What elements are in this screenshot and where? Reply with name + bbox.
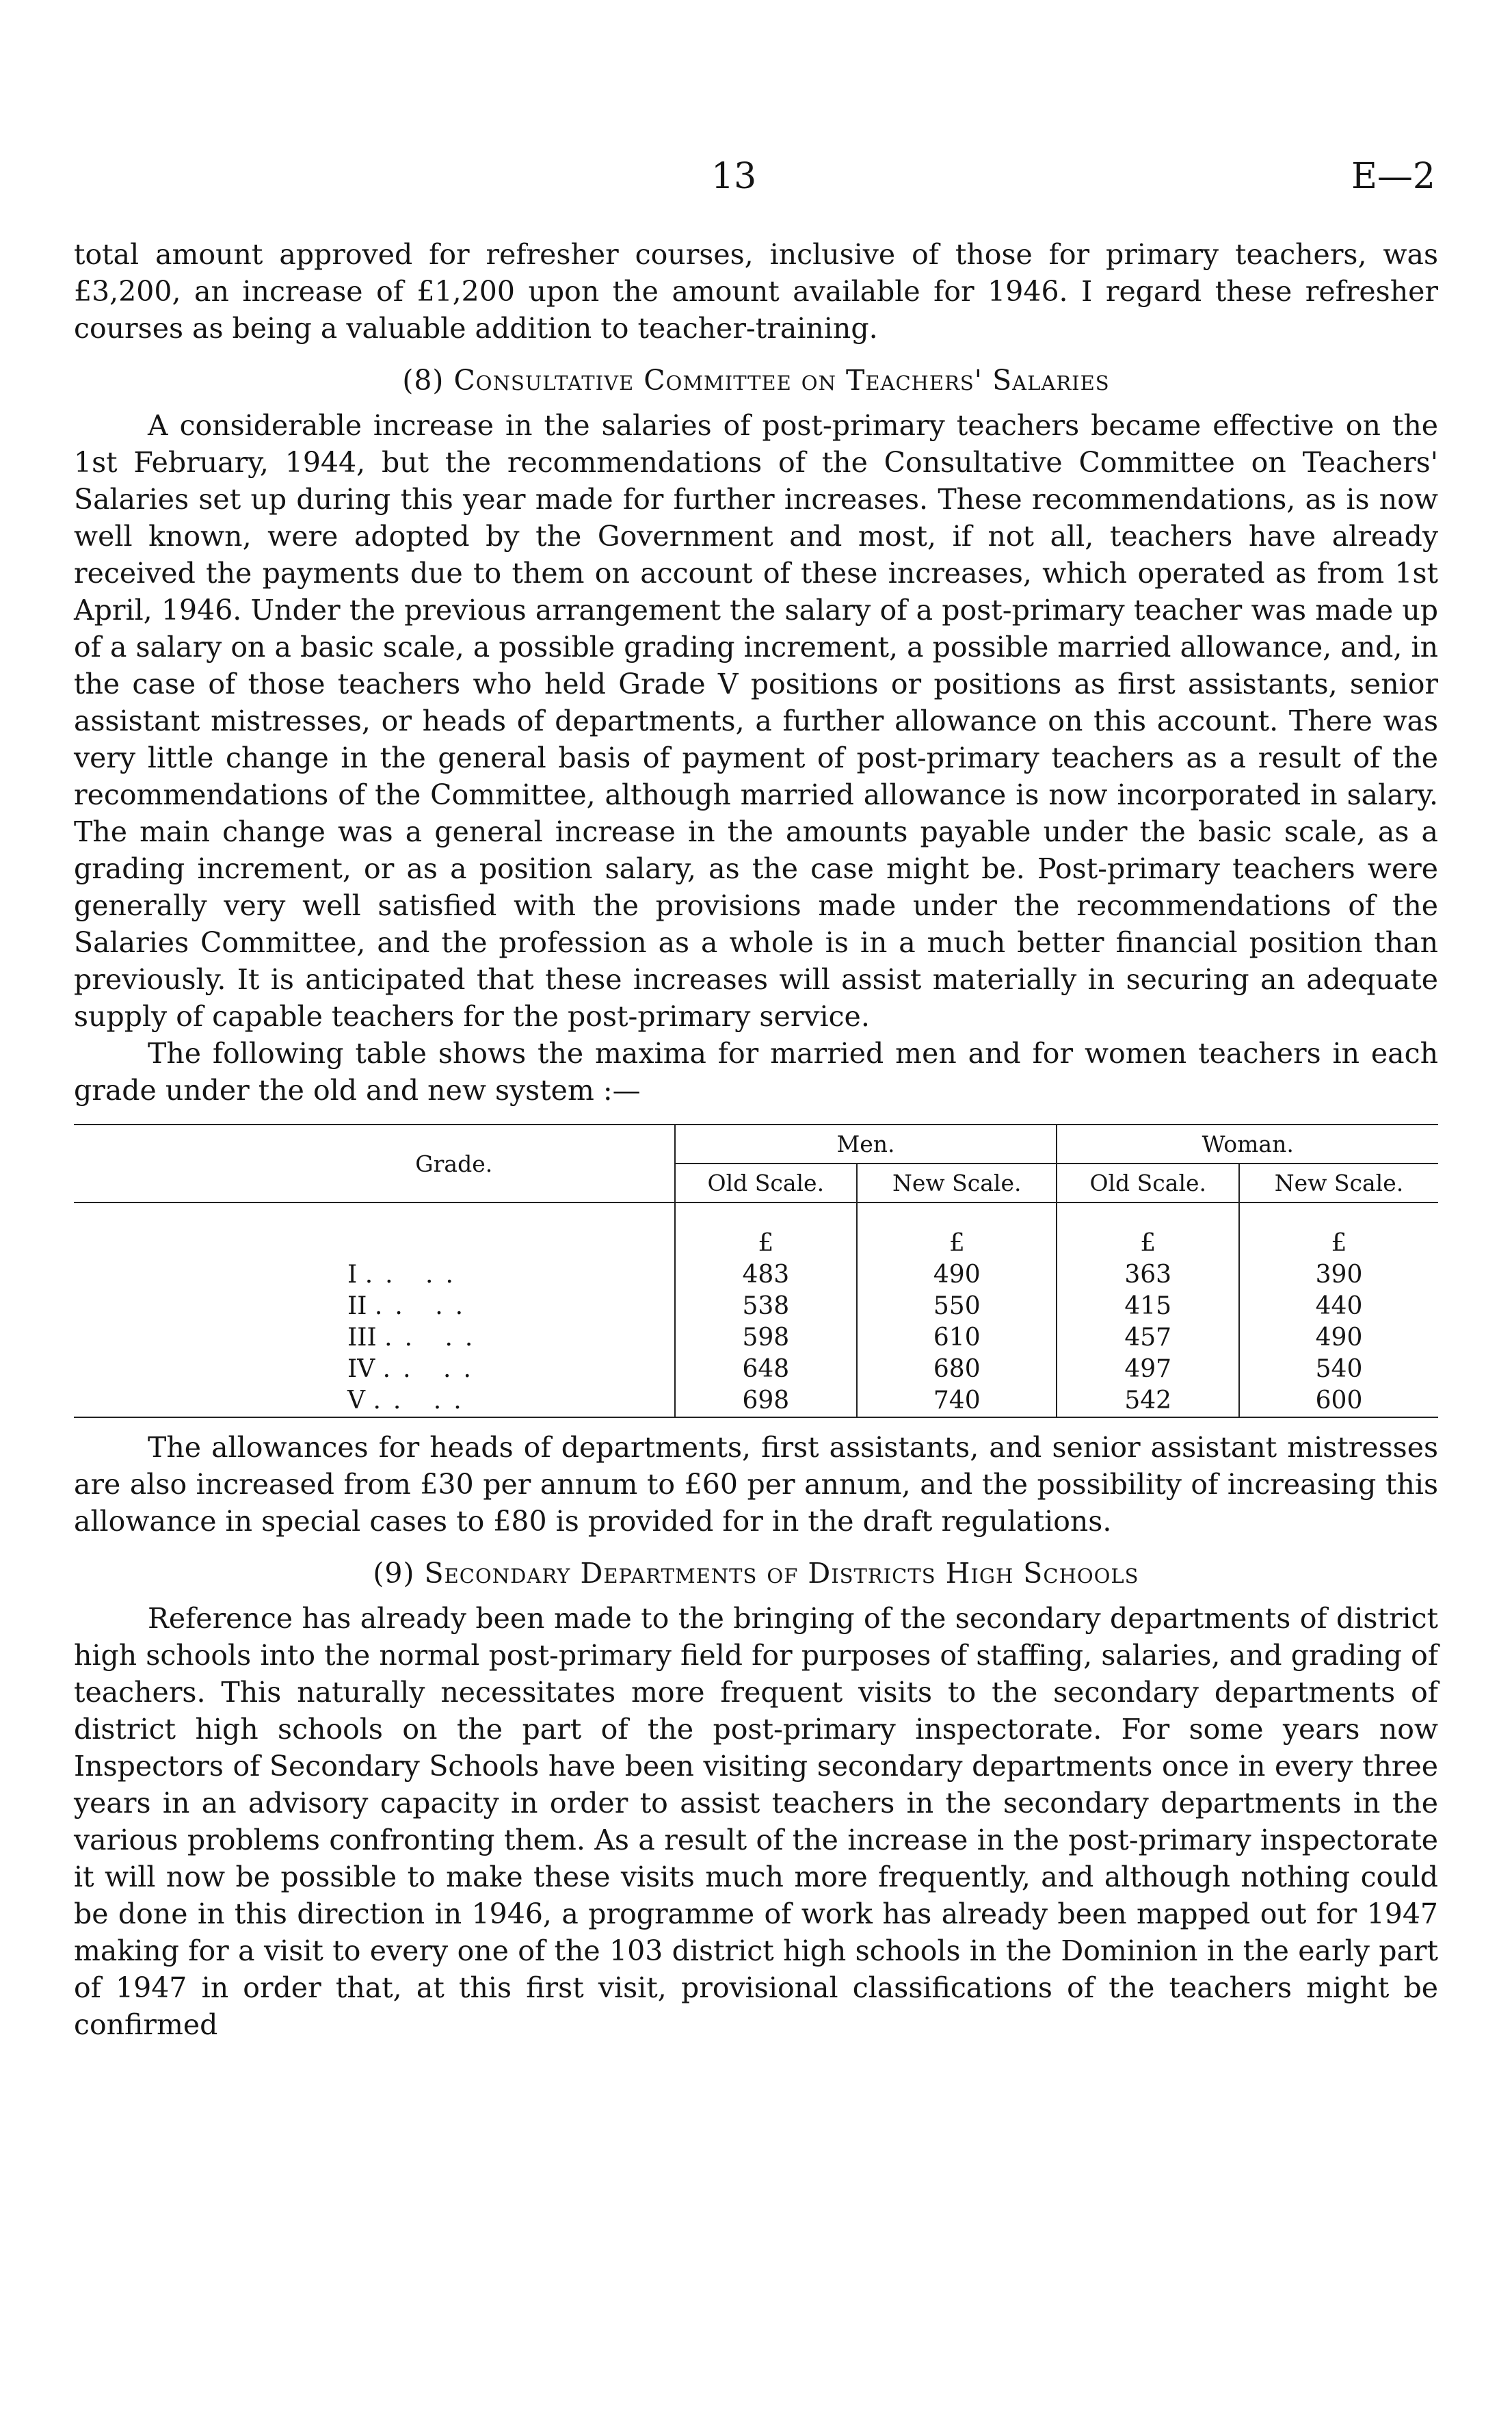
leader-dots: .. .. — [384, 1324, 486, 1352]
document-reference: E—2 — [1351, 156, 1435, 197]
women-old-cell: 415 — [1057, 1291, 1239, 1322]
section-8-heading: (8) Consultative Committee on Teachers' Salaries — [402, 364, 1110, 397]
men-new-cell: 680 — [857, 1354, 1057, 1385]
leader-dots: .. .. — [364, 1261, 466, 1289]
women-old-cell: 457 — [1057, 1322, 1239, 1354]
women-old-cell: 497 — [1057, 1354, 1239, 1385]
women-old-cell: 363 — [1057, 1259, 1239, 1291]
table-row — [74, 1291, 1438, 1322]
leader-dots: .. .. — [374, 1292, 476, 1320]
grade-cell: I — [347, 1261, 358, 1289]
men-new-cell: 610 — [857, 1322, 1057, 1354]
table-row — [74, 1354, 1438, 1385]
men-new-cell: 740 — [857, 1385, 1057, 1417]
men-column-header: Men. — [675, 1125, 1057, 1164]
men-new-cell: 550 — [857, 1291, 1057, 1322]
grade-cell: V — [347, 1387, 365, 1415]
leader-dots: .. .. — [373, 1387, 474, 1415]
unit-cell: £ — [857, 1203, 1057, 1259]
men-new-scale-header: New Scale. — [857, 1164, 1057, 1203]
leader-dots: .. .. — [382, 1355, 483, 1383]
men-old-scale-header: Old Scale. — [675, 1164, 858, 1203]
men-old-cell: 483 — [675, 1259, 858, 1291]
women-new-cell: 490 — [1239, 1322, 1438, 1354]
women-new-cell: 600 — [1239, 1385, 1438, 1417]
women-old-scale-header: Old Scale. — [1057, 1164, 1239, 1203]
unit-cell: £ — [675, 1203, 858, 1259]
men-old-cell: 538 — [675, 1291, 858, 1322]
table-row — [74, 1385, 1438, 1417]
unit-cell: £ — [1057, 1203, 1239, 1259]
page-body — [74, 236, 1438, 2043]
paragraph-refresher-courses: total amount approved for refresher courses, inclusive of those for primary teachers, was £3,200, an increase of £1,200 upon the amount available for 1946. I regard these refresher courses as being a valuable addition to teacher-training. — [74, 238, 1438, 345]
page-number: 13 — [711, 156, 757, 197]
unit-row — [74, 1203, 1438, 1259]
women-column-header: Woman. — [1057, 1125, 1438, 1164]
men-old-cell: 598 — [675, 1322, 858, 1354]
grade-column-header: Grade. — [415, 1150, 493, 1177]
grade-cell: III — [347, 1324, 377, 1352]
section-8-paragraph-2: The following table shows the maxima for married men and for women teachers in each grade under the old and new system :— — [74, 1037, 1438, 1107]
women-new-cell: 390 — [1239, 1259, 1438, 1291]
salary-table-wrapper — [74, 1124, 1438, 1418]
section-9-heading: (9) Secondary Departments of Districts High Schools — [373, 1557, 1139, 1590]
page-header — [0, 156, 1512, 197]
table-row — [74, 1259, 1438, 1291]
section-9-paragraph-1: Reference has already been made to the bringing of the secondary departments of district high schools into the normal post-primary field for purposes of staffing, salaries, and grading of teachers. This naturally necessitates more frequent visits to the secondary departments of district high schools on the part of the post-primary inspectorate. For some years now Inspectors of Secondary Schools have been visiting secondary departments once in every three years in an advisory capacity in order to assist teachers in the secondary departments in the various problems confronting them. As a result of the increase in the post-primary inspectorate it will now be possible to make these visits much more frequently, and although nothing could be done in this direction in 1946, a programme of work has already been mapped out for 1947 making for a visit to every one of the 103 district high schools in the Dominion in the early part of 1947 in order that, at this first visit, provisional classifications of the teachers might be confirmed — [74, 1602, 1438, 2041]
grade-cell: II — [347, 1292, 367, 1320]
table-row — [74, 1322, 1438, 1354]
women-old-cell: 542 — [1057, 1385, 1239, 1417]
grade-cell: IV — [347, 1355, 375, 1383]
women-new-cell: 540 — [1239, 1354, 1438, 1385]
men-new-cell: 490 — [857, 1259, 1057, 1291]
section-8-paragraph-3: The allowances for heads of departments, first assistants, and senior assistant mistresses are also increased from £30 per annum to £60 per annum, and the possibility of increasing this allowance in special cases to £80 is provided for in the draft regulations. — [74, 1431, 1438, 1538]
men-old-cell: 698 — [675, 1385, 858, 1417]
women-new-cell: 440 — [1239, 1291, 1438, 1322]
section-8-paragraph-1: A considerable increase in the salaries of post-primary teachers became effective on the 1st February, 1944, but the recommendations of the Consultative Committee on Teachers' Salaries set up during this year made for further increases. These recommendations, as is now well known, were adopted by the Government and most, if not all, teachers have already received the payments due to them on account of these increases, which operated as from 1st April, 1946. Under the previous arrangement the salary of a post-primary teacher was made up of a salary on a basic scale, a possible grading increment, a possible married allowance, and, in the case of those teachers who held Grade V positions or positions as first assistants, senior assistant mistresses, or heads of departments, a further allowance on this account. There was very little change in the general basis of payment of post-primary teachers as a result of the recommendations of the Committee, although married allowance is now incorporated in salary. The main change was a general increase in the amounts payable under the basic scale, as a grading increment, or as a position salary, as the case might be. Post-primary teachers were generally very well satisfied with the provisions made under the recommendations of the Salaries Committee, and the profession as a whole is in a much better financial position than previously. It is anticipated that these increases will assist materially in securing an adequate supply of capable teachers for the post-primary service. — [74, 409, 1438, 1033]
salary-table — [74, 1124, 1438, 1418]
men-old-cell: 648 — [675, 1354, 858, 1385]
women-new-scale-header: New Scale. — [1239, 1164, 1438, 1203]
unit-cell: £ — [1239, 1203, 1438, 1259]
